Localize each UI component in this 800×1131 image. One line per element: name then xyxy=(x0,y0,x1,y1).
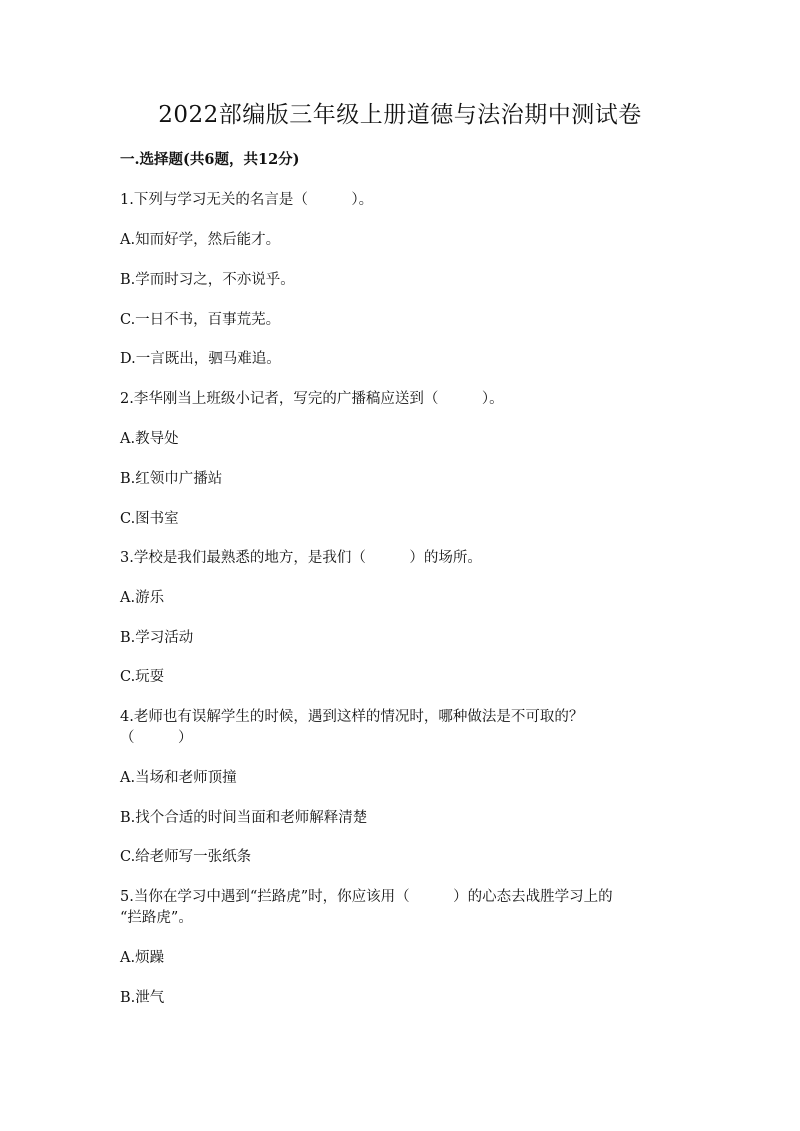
page-title: 2022部编版三年级上册道德与法治期中测试卷 xyxy=(158,102,642,128)
question-option[interactable]: B.找个合适的时间当面和老师解释清楚 xyxy=(120,810,368,826)
question-option[interactable]: D.一言既出，驷马难追。 xyxy=(120,351,281,367)
question-option[interactable]: B.学习活动 xyxy=(120,630,194,646)
question-option[interactable]: A.知而好学，然后能才。 xyxy=(120,232,281,248)
question-stem-continuation: “拦路虎”。 xyxy=(120,910,193,926)
question-option[interactable]: A.当场和老师顶撞 xyxy=(120,770,237,786)
question-stem: 1.下列与学习无关的名言是（ ）。 xyxy=(120,192,374,208)
question-option[interactable]: B.学而时习之，不亦说乎。 xyxy=(120,272,295,288)
question-stem: 2.李华刚当上班级小记者，写完的广播稿应送到（ ）。 xyxy=(120,391,504,407)
question-stem: 3.学校是我们最熟悉的地方，是我们（ ）的场所。 xyxy=(120,550,482,566)
question-option[interactable]: C.图书室 xyxy=(120,511,179,527)
question-stem: 4.老师也有误解学生的时候，遇到这样的情况时，哪种做法是不可取的？ xyxy=(120,709,584,725)
question-stem-continuation: （ ） xyxy=(120,730,193,746)
question-option[interactable]: C.一日不书，百事荒芜。 xyxy=(120,312,281,328)
question-option[interactable]: B.红领巾广播站 xyxy=(120,471,223,487)
section-heading: 一.选择题(共6题，共12分) xyxy=(120,151,300,168)
question-stem: 5.当你在学习中遇到“拦路虎”时，你应该用（ ）的心态去战胜学习上的 xyxy=(120,889,613,905)
question-option[interactable]: C.玩耍 xyxy=(120,669,165,685)
question-option[interactable]: A.烦躁 xyxy=(120,950,165,966)
question-option[interactable]: B.泄气 xyxy=(120,990,165,1006)
question-option[interactable]: A.教导处 xyxy=(120,431,179,447)
question-option[interactable]: A.游乐 xyxy=(120,590,165,606)
question-option[interactable]: C.给老师写一张纸条 xyxy=(120,849,252,865)
